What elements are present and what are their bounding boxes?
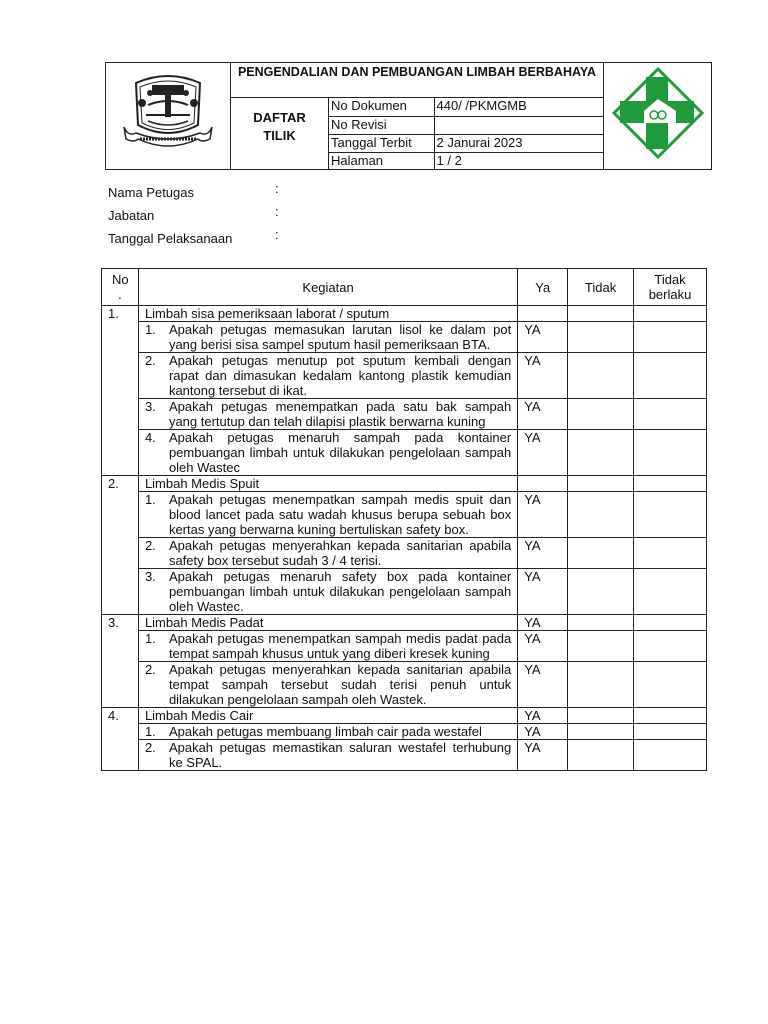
- item-number: 2.: [144, 662, 156, 677]
- tidak-cell[interactable]: [568, 569, 634, 615]
- section-number: 2.: [102, 476, 139, 615]
- meta-row: [329, 152, 603, 169]
- item-text: Apakah petugas menempatkan sampah medis padat pada tempat sampah khusus untuk yang diberi kresek kuning: [168, 631, 512, 661]
- tidak-berlaku-cell[interactable]: [634, 492, 707, 538]
- tidak-cell[interactable]: [568, 306, 634, 322]
- tidak-berlaku-cell[interactable]: [634, 353, 707, 399]
- item-text: Apakah petugas memastikan saluran westafel terhubung ke SPAL.: [168, 740, 512, 770]
- meta-key: No Revisi: [329, 116, 434, 134]
- tidak-cell[interactable]: [568, 492, 634, 538]
- section-row: [102, 306, 707, 322]
- table-header-row: [102, 269, 707, 306]
- ya-cell[interactable]: [518, 476, 568, 492]
- section-title: Limbah Medis Padat: [138, 615, 517, 631]
- ya-cell[interactable]: YA: [518, 615, 568, 631]
- colon: :: [275, 227, 279, 242]
- item-number: 4.: [144, 430, 156, 445]
- section-title: Limbah Medis Spuit: [138, 476, 517, 492]
- header-ya: Ya: [518, 269, 568, 306]
- section-row: [102, 708, 707, 724]
- item-number: 1.: [144, 631, 156, 646]
- ya-cell[interactable]: YA: [518, 353, 568, 399]
- meta-value: 2 Janurai 2023: [434, 134, 603, 152]
- ya-cell[interactable]: YA: [518, 631, 568, 662]
- table-row: [102, 740, 707, 771]
- tidak-berlaku-cell[interactable]: [634, 615, 707, 631]
- item-text: Apakah petugas menaruh sampah pada kontainer pembuangan limbah untuk dilakukan pengelolaan sampah oleh Wastec: [168, 430, 512, 475]
- tidak-berlaku-cell[interactable]: [634, 740, 707, 771]
- document-header: [105, 62, 712, 170]
- checklist-item: [138, 353, 517, 399]
- ya-cell[interactable]: YA: [518, 662, 568, 708]
- meta-key: Halaman: [329, 152, 434, 169]
- section-row: [102, 476, 707, 492]
- item-number: 3.: [144, 399, 156, 414]
- ya-cell[interactable]: YA: [518, 569, 568, 615]
- section-number: 3.: [102, 615, 139, 708]
- header-tidak-berlaku: [634, 269, 707, 306]
- item-text: Apakah petugas menyerahkan kepada sanitarian apabila safety box tersebut sudah 3 / 4 terisi.: [168, 538, 512, 568]
- regional-emblem-icon: [106, 63, 231, 169]
- header-no: [102, 269, 139, 306]
- ya-cell[interactable]: YA: [518, 740, 568, 771]
- table-row: [102, 322, 707, 353]
- tidak-cell[interactable]: [568, 740, 634, 771]
- ya-cell[interactable]: YA: [518, 430, 568, 476]
- document-meta-table: [329, 98, 603, 169]
- section-number: 1.: [102, 306, 139, 476]
- checklist-item: [138, 492, 517, 538]
- item-number: 3.: [144, 569, 156, 584]
- meta-key: Tanggal Terbit: [329, 134, 434, 152]
- tidak-berlaku-cell[interactable]: [634, 476, 707, 492]
- item-number: 1.: [144, 492, 156, 507]
- meta-value: 440/ /PKMGMB: [434, 98, 603, 116]
- table-row: [102, 569, 707, 615]
- item-text: Apakah petugas menutup pot sputum kembali dengan rapat dan dimasukan kedalam kantong plastik kemudian kantong tersebut di ikat.: [168, 353, 512, 398]
- checklist-item: [138, 322, 517, 353]
- header-tidak-berlaku-label: Tidak berlaku: [648, 272, 692, 302]
- document-title: PENGENDALIAN DAN PEMBUANGAN LIMBAH BERBAHAYA: [231, 63, 603, 98]
- officer-info: [108, 181, 308, 254]
- checklist-item: [138, 399, 517, 430]
- table-row: [102, 662, 707, 708]
- tidak-berlaku-cell[interactable]: [634, 662, 707, 708]
- date-label: Tanggal Pelaksanaan: [108, 231, 233, 246]
- ya-cell[interactable]: YA: [518, 724, 568, 740]
- meta-row: [329, 98, 603, 116]
- header-tidak: Tidak: [568, 269, 634, 306]
- checklist-item: [138, 631, 517, 662]
- section-title: Limbah Medis Cair: [138, 708, 517, 724]
- tidak-cell[interactable]: [568, 615, 634, 631]
- regional-emblem-cell: [106, 63, 231, 169]
- checklist-item: [138, 569, 517, 615]
- tidak-cell[interactable]: [568, 724, 634, 740]
- table-row: [102, 430, 707, 476]
- header-kegiatan: Kegiatan: [138, 269, 517, 306]
- item-text: Apakah petugas memasukan larutan lisol ke dalam pot yang berisi sisa sampel sputum hasil pemeriksaan BTA.: [168, 322, 512, 352]
- item-number: 2.: [144, 538, 156, 553]
- tidak-cell[interactable]: [568, 353, 634, 399]
- table-row: [102, 492, 707, 538]
- tidak-cell[interactable]: [568, 476, 634, 492]
- item-text: Apakah petugas membuang limbah cair pada westafel: [168, 724, 482, 739]
- tidak-berlaku-cell[interactable]: [634, 430, 707, 476]
- meta-value: [434, 116, 603, 134]
- tidak-berlaku-cell[interactable]: [634, 322, 707, 353]
- tidak-cell[interactable]: [568, 708, 634, 724]
- checklist-item: [138, 430, 517, 476]
- position-label: Jabatan: [108, 208, 155, 223]
- item-text: Apakah petugas menempatkan sampah medis spuit dan blood lancet pada satu wadah khusus berupa sebuah box kertas yang berwarna kuning bertuliskan safety box.: [168, 492, 512, 537]
- item-text: Apakah petugas menaruh safety box pada kontainer pembuangan limbah untuk dilakukan pengelolaan sampah oleh Wastec.: [168, 569, 512, 614]
- item-text: Apakah petugas menempatkan pada satu bak sampah yang tertutup dan telah dilapisi plastik berwarna kuning: [168, 399, 512, 429]
- tidak-cell[interactable]: [568, 631, 634, 662]
- section-number: 4.: [102, 708, 139, 771]
- date-row: [108, 227, 308, 254]
- ya-cell[interactable]: [518, 306, 568, 322]
- tidak-cell[interactable]: [568, 399, 634, 430]
- ya-cell[interactable]: YA: [518, 708, 568, 724]
- tidak-berlaku-cell[interactable]: [634, 631, 707, 662]
- document-type: [231, 98, 329, 169]
- table-row: [102, 631, 707, 662]
- tidak-cell[interactable]: [568, 538, 634, 569]
- item-number: 2.: [144, 740, 156, 755]
- item-number: 1.: [144, 322, 156, 337]
- tidak-cell[interactable]: [568, 662, 634, 708]
- checklist-item: [138, 538, 517, 569]
- tidak-berlaku-cell[interactable]: [634, 708, 707, 724]
- table-body: [102, 306, 707, 771]
- puskesmas-logo-icon: [604, 63, 712, 169]
- meta-row: [329, 134, 603, 152]
- section-title: Limbah sisa pemeriksaan laborat / sputum: [138, 306, 517, 322]
- officer-name-label: Nama Petugas: [108, 185, 194, 200]
- checklist-item: [138, 740, 517, 771]
- meta-key: No Dokumen: [329, 98, 434, 116]
- ya-cell[interactable]: YA: [518, 538, 568, 569]
- checklist-item: [138, 724, 517, 740]
- tidak-berlaku-cell[interactable]: [634, 306, 707, 322]
- item-number: 1.: [144, 724, 156, 739]
- table-row: [102, 399, 707, 430]
- tidak-cell[interactable]: [568, 430, 634, 476]
- tidak-cell[interactable]: [568, 322, 634, 353]
- table-row: [102, 353, 707, 399]
- ya-cell[interactable]: YA: [518, 322, 568, 353]
- tidak-berlaku-cell[interactable]: [634, 399, 707, 430]
- colon: :: [275, 181, 279, 196]
- header-no-label: No .: [111, 272, 129, 302]
- ya-cell[interactable]: YA: [518, 492, 568, 538]
- table-row: [102, 724, 707, 740]
- item-number: 2.: [144, 353, 156, 368]
- checklist-item: [138, 662, 517, 708]
- checklist-table: [101, 268, 707, 771]
- table-row: [102, 538, 707, 569]
- colon: :: [275, 204, 279, 219]
- tidak-berlaku-cell[interactable]: [634, 569, 707, 615]
- section-row: [102, 615, 707, 631]
- puskesmas-logo-cell: [603, 63, 711, 169]
- item-text: Apakah petugas menyerahkan kepada sanitarian apabila tempat sampah tersebut sudah terisi penuh untuk dilakukan pengelolaan sampah oleh Wastek.: [168, 662, 512, 707]
- ya-cell[interactable]: YA: [518, 399, 568, 430]
- document-type-label: DAFTAR TILIK: [253, 110, 306, 143]
- tidak-berlaku-cell[interactable]: [634, 724, 707, 740]
- meta-row: [329, 116, 603, 134]
- tidak-berlaku-cell[interactable]: [634, 538, 707, 569]
- meta-value: 1 / 2: [436, 152, 462, 168]
